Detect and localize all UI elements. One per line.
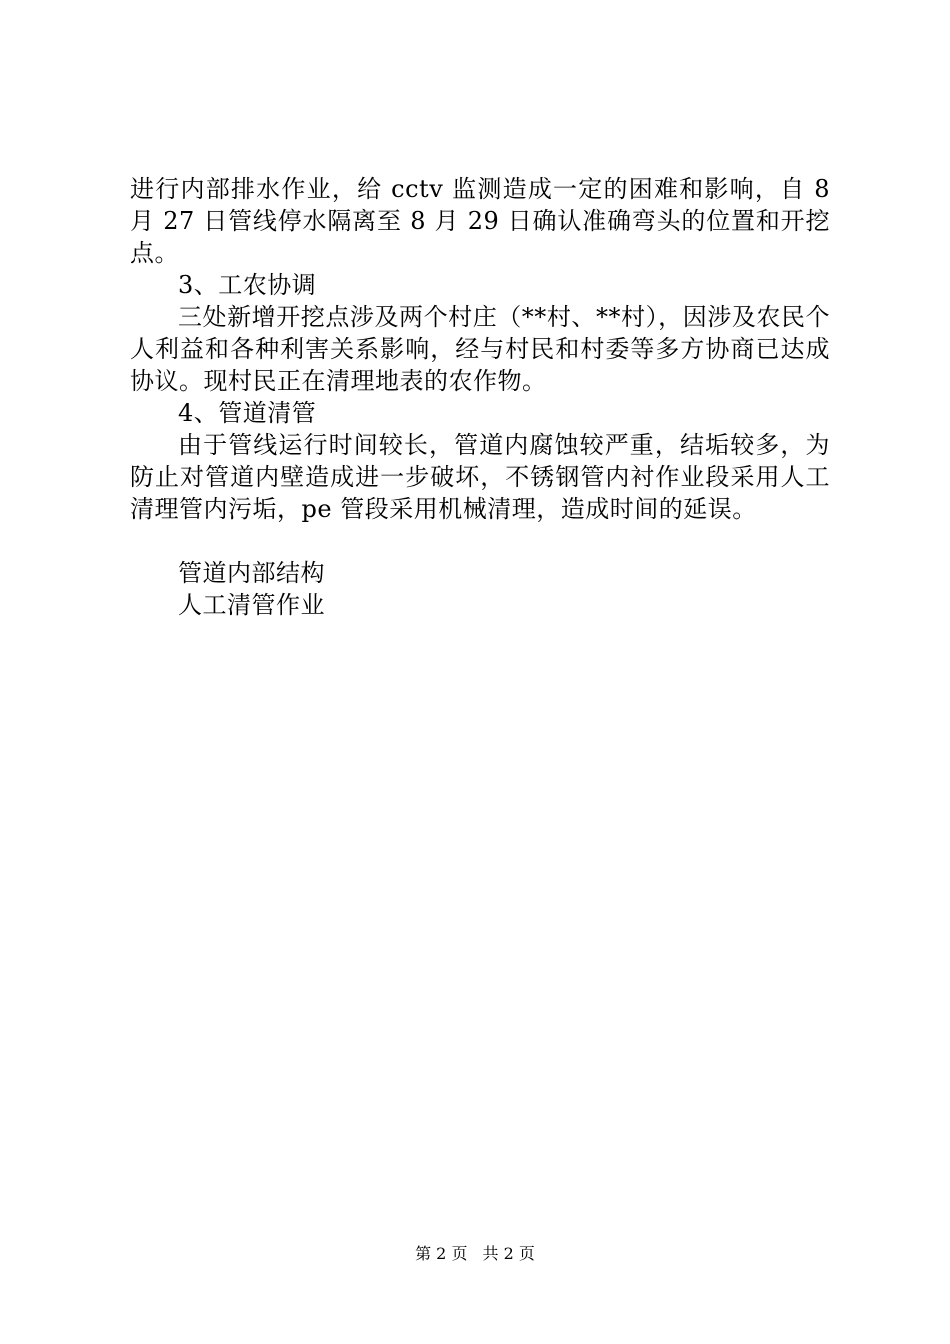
section-heading-pipe-cleaning: 4、管道清管 <box>178 399 317 427</box>
caption-manual-pipe-cleaning: 人工清管作业 <box>178 591 325 619</box>
spacer <box>130 525 830 557</box>
page-number-current: 第 2 页 <box>415 1244 468 1263</box>
caption-pipe-internal-structure: 管道内部结构 <box>178 559 325 587</box>
page-footer <box>0 1244 950 1264</box>
paragraph-pipe-cleaning: 由于管线运行时间较长，管道内腐蚀较严重，结垢较多，为防止对管道内壁造成进一步破坏，不锈钢管内衬作业段采用人工清理管内污垢，pe 管段采用机械清理，造成时间的延误。 <box>130 431 830 523</box>
page-number-total: 共 2 页 <box>482 1244 535 1263</box>
paragraph-coordination: 三处新增开挖点涉及两个村庄（**村、**村），因涉及农民个人利益和各种利害关系影响，经与村民和村委等多方协商已达成协议。现村民正在清理地表的农作物。 <box>130 303 830 395</box>
document-body <box>130 173 830 621</box>
section-heading-worker-farmer-coordination: 3、工农协调 <box>178 271 317 299</box>
paragraph-continuation: 进行内部排水作业，给 cctv 监测造成一定的困难和影响，自 8 月 27 日管线停水隔离至 8 月 29 日确认准确弯头的位置和开挖点。 <box>130 175 830 267</box>
